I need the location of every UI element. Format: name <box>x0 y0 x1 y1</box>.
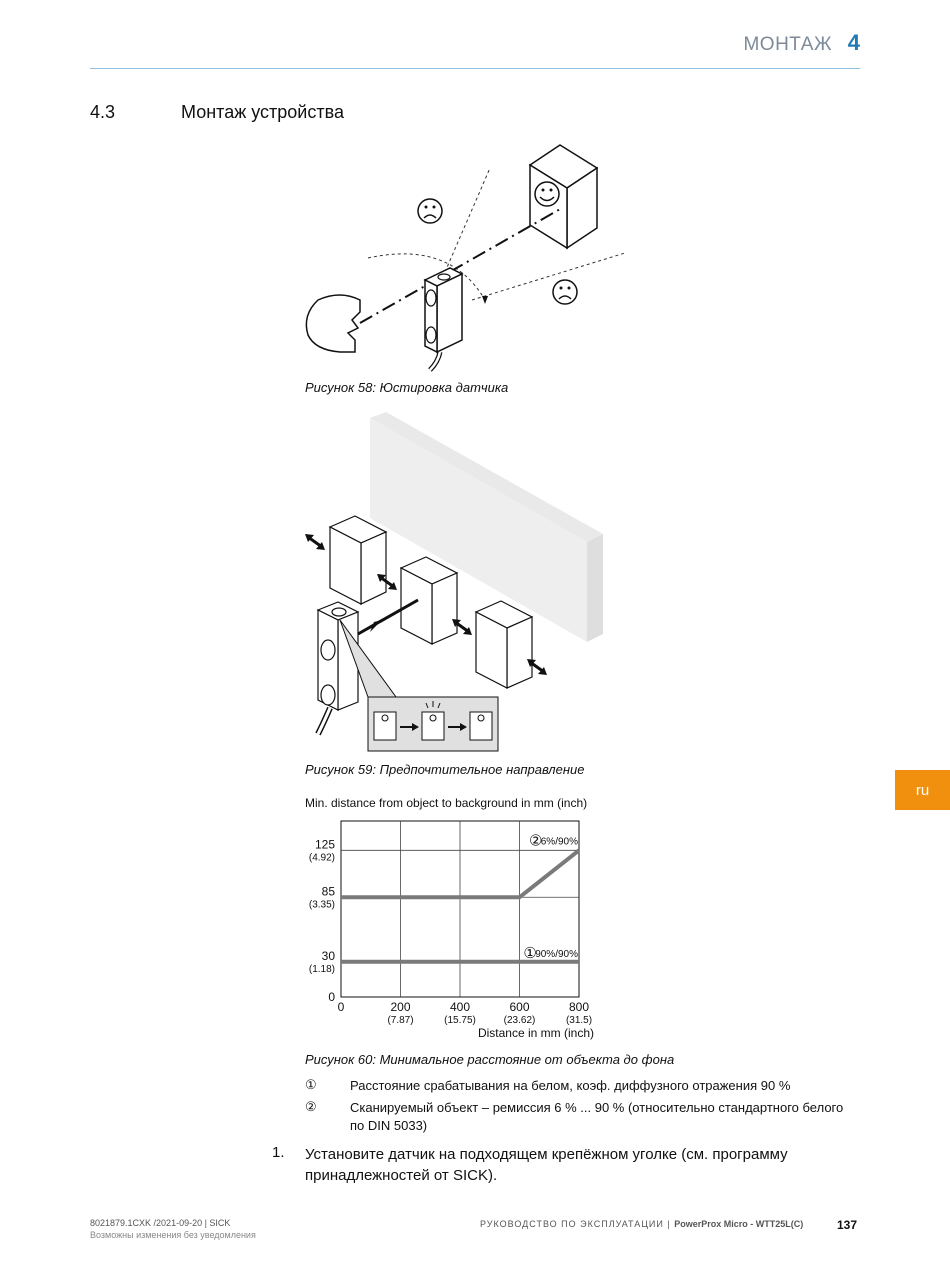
y-tick-sublabel: (1.18) <box>308 963 335 975</box>
series-label: 90%/90% <box>535 948 578 960</box>
y-tick-label: 0 <box>328 990 335 1004</box>
series-label: 6%/90% <box>540 836 578 848</box>
figure-60-caption: Рисунок 60: Минимальное расстояние от объекта до фона <box>305 1052 675 1067</box>
x-tick-label: 400 <box>449 1000 471 1014</box>
series-marker: ② <box>528 832 543 850</box>
legend-marker: ① <box>305 1077 317 1092</box>
figure-60-chart <box>300 790 610 1048</box>
header-rule <box>90 68 860 69</box>
footer-product: PowerProx Micro - WTT25L(C) <box>674 1219 804 1229</box>
legend-marker: ② <box>305 1099 317 1114</box>
x-axis-label: Distance in mm (inch) <box>477 1026 594 1040</box>
page-number: 137 <box>837 1218 858 1232</box>
legend-text: Сканируемый объект – ремиссия 6 % ... 90 % (относительно стандартного белого по DIN 5033) <box>350 1100 844 1133</box>
y-tick-label: 30 <box>321 948 335 963</box>
y-tick-label: 125 <box>314 837 335 852</box>
footer-notice: Возможны изменения без уведомления <box>90 1230 256 1240</box>
section-title: Монтаж устройства <box>181 102 344 122</box>
figure-58-caption: Рисунок 58: Юстировка датчика <box>305 380 509 395</box>
footer-manual <box>480 1219 803 1229</box>
language-tab[interactable]: ru <box>895 770 950 810</box>
figure-59-preferred-direction <box>300 412 610 757</box>
step-number: 1. <box>272 1144 285 1161</box>
footer-doc-id: 8021879.1CXK /2021-09-20 | SICK <box>90 1218 231 1228</box>
x-tick-label: 0 <box>337 1000 345 1014</box>
section-number: 4.3 <box>90 102 116 122</box>
x-tick-sublabel: (7.87) <box>387 1015 414 1026</box>
footer-manual-label: РУКОВОДСТВО ПО ЭКСПЛУАТАЦИИ | <box>480 1219 675 1229</box>
x-tick-label: 800 <box>568 1000 590 1014</box>
step-text: Установите датчик на подходящем крепёжном уголке (см. программу принадлежностей от SICK). <box>305 1146 788 1184</box>
chart-title: Min. distance from object to background in mm (inch) <box>305 796 588 810</box>
y-tick-sublabel: (3.35) <box>308 899 335 911</box>
header-title: МОНТАЖ <box>743 34 832 55</box>
x-tick-sublabel: (31.5) <box>565 1015 593 1026</box>
x-tick-label: 600 <box>509 1000 530 1014</box>
y-tick-sublabel: (4.92) <box>308 852 335 864</box>
x-tick-label: 200 <box>390 1000 411 1014</box>
y-tick-label: 85 <box>321 884 335 899</box>
figure-58-sensor-alignment <box>300 140 640 380</box>
sad-face-icon <box>418 199 442 223</box>
legend-text: Расстояние срабатывания на белом, коэф. диффузного отражения 90 % <box>350 1078 791 1093</box>
figure-59-caption: Рисунок 59: Предпочтительное направление <box>305 762 585 777</box>
chapter-number: 4 <box>847 30 860 55</box>
series-marker: ① <box>523 944 537 962</box>
x-tick-sublabel: (23.62) <box>503 1015 536 1026</box>
x-tick-sublabel: (15.75) <box>444 1015 476 1026</box>
sad-face-icon <box>553 280 577 304</box>
